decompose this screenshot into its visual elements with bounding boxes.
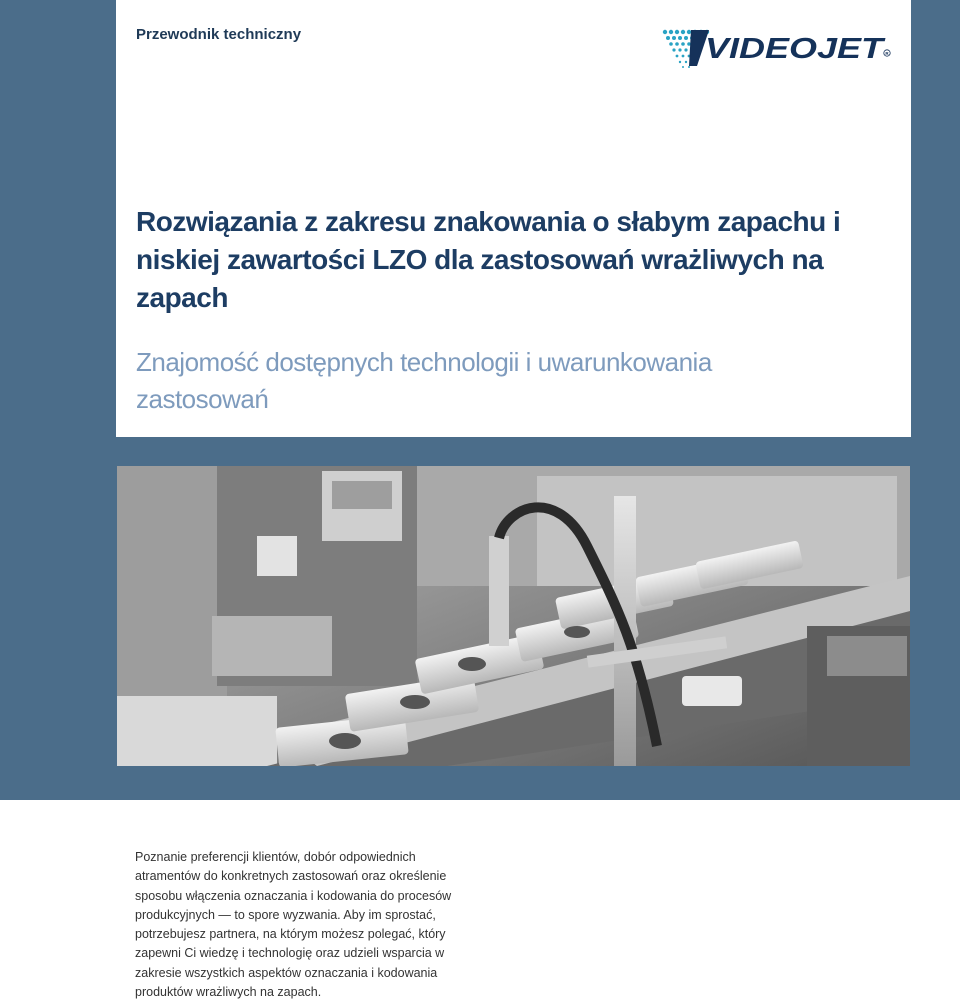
videojet-logo bbox=[661, 26, 896, 70]
logo-wordmark: VIDEOJET bbox=[705, 33, 886, 65]
svg-text:R: R bbox=[885, 51, 889, 56]
document-type-label: Przewodnik techniczny bbox=[136, 26, 302, 43]
page-subtitle: Znajomość dostępnych technologii i uwarunkowania zastosowań bbox=[136, 347, 712, 414]
page-title: Rozwiązania z zakresu znakowania o słabym zapachu i niskiej zawartości LZO dla zastosowań wrażliwych na zapach bbox=[136, 206, 841, 313]
intro-paragraph: Poznanie preferencji klientów, dobór odpowiednich atramentów do konkretnych zastosowań oraz określenie sposobu włączenia oznaczania i kodowania do procesów produkcyjnych — to spore wyzwania. Aby im sprostać, potrzebujesz partnera, na którym możesz polegać, który zapewni Ci wiedzę i technologię oraz udzieli wsparcia w zakresie wszystkich aspektów oznaczania i kodowania produktów wrażliwych na zapach. bbox=[135, 850, 452, 1000]
production-line-photo bbox=[117, 466, 910, 766]
cover-card bbox=[116, 0, 911, 437]
